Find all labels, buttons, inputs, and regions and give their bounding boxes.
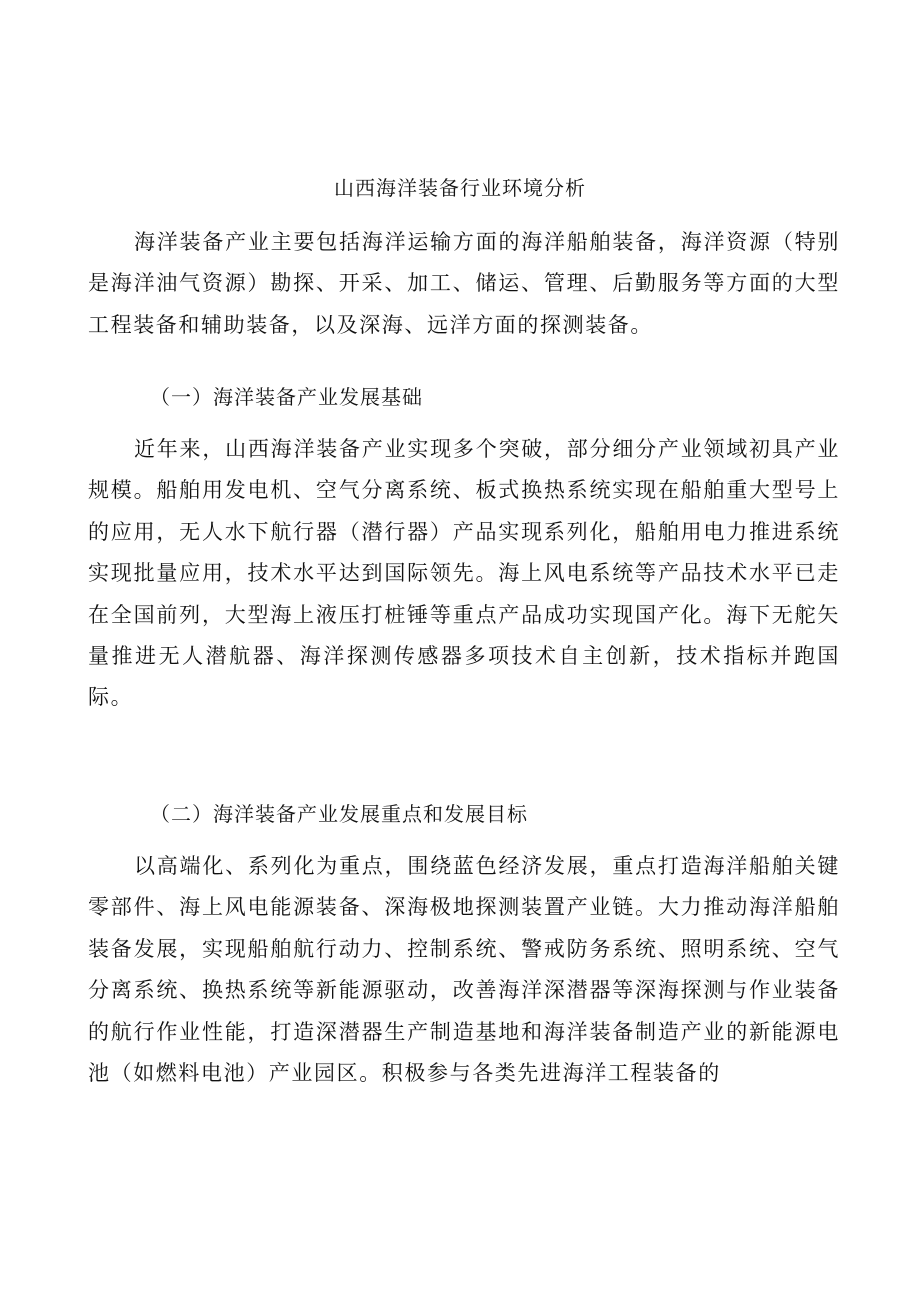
- paragraph-intro: 海洋装备产业主要包括海洋运输方面的海洋船舶装备，海洋资源（特别是海洋油气资源）勘探、开采、加工、储运、管理、后勤服务等方面的大型工程装备和辅助装备，以及深海、远洋方面的探测装备。: [88, 230, 840, 337]
- paragraph-focus: 以高端化、系列化为重点，围绕蓝色经济发展，重点打造海洋船舶关键零部件、海上风电能源装备、深海极地探测装置产业链。大力推动海洋船舶装备发展，实现船舶航行动力、控制系统、警戒防务系统、照明系统、空气分离系统、换热系统等新能源驱动，改善海洋深潜器等深海探测与作业装备的航行作业性能，打造深潜器生产制造基地和海洋装备制造产业的新能源电池（如燃料电池）产业园区。积极参与各类先进海洋工程装备的: [88, 854, 840, 1086]
- section-heading-2: （二）海洋装备产业发展重点和发展目标: [150, 802, 528, 826]
- paragraph-foundation: 近年来，山西海洋装备产业实现多个突破，部分细分产业领域初具产业规模。船舶用发电机、空气分离系统、板式换热系统实现在船舶重大型号上的应用，无人水下航行器（潜行器）产品实现系列化，船舶用电力推进系统实现批量应用，技术水平达到国际领先。海上风电系统等产品技术水平已走在全国前列，大型海上液压打桩锤等重点产品成功实现国产化。海下无舵矢量推进无人潜航器、海洋探测传感器多项技术自主创新，技术指标并跑国际。: [88, 437, 840, 710]
- section-heading-1: （一）海洋装备产业发展基础: [150, 385, 423, 409]
- document-title: 山西海洋装备行业环境分析: [334, 176, 586, 200]
